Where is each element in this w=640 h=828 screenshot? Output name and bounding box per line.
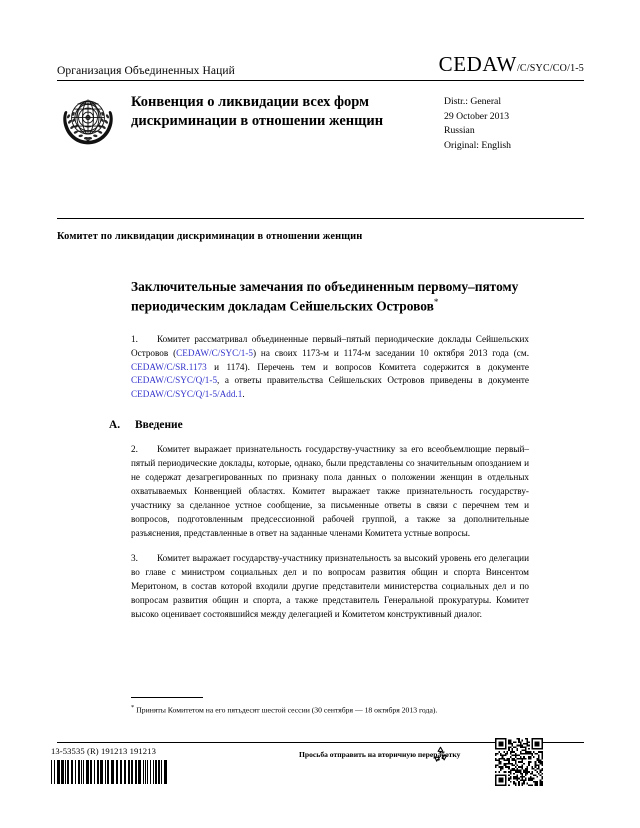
committee-name: Комитет по ликвидации дискриминации в отношении женщин: [57, 231, 363, 242]
document-reference-link[interactable]: CEDAW/C/SYC/1-5: [176, 347, 254, 358]
barcode: [51, 760, 167, 784]
document-reference-link[interactable]: CEDAW/C/SYC/Q/1-5/Add.1: [131, 389, 243, 400]
recycling-symbol-icon: [432, 745, 449, 762]
footnote: [131, 697, 471, 716]
footnote-rule: [131, 697, 203, 698]
document-reference-link[interactable]: CEDAW/C/SYC/Q/1-5: [131, 375, 218, 386]
qr-code: [495, 738, 543, 786]
document-content: [109, 277, 529, 633]
job-number: 13-53535 (R) 191213 191213: [51, 746, 157, 756]
footnote-text: [131, 703, 471, 716]
page-title: [131, 277, 529, 316]
distribution-date: 29 October 2013: [444, 110, 510, 122]
committee-rule: [57, 218, 584, 219]
convention-title: Конвенция о ликвидации всех форм дискриминации в отношении женщин: [131, 94, 384, 130]
un-emblem-icon: [57, 92, 119, 148]
page-title-text: Заключительные замечания по объединенным первому–пятому периодическим докладам Сейшельских Островов: [131, 279, 519, 314]
section-title: Введение: [135, 419, 183, 432]
paragraph-text: Комитет выражает признательность государству-участнику за его всеобъемлющие первый–пятый периодические доклады, которые, однако, были представлены со значительным опозданием и не содержат дезагрегированных по признаку пола данных о положении женщин в отдельных охватываемых Конвенцией областях. Комитет выражает также признательность государству-участнику за сделанное устное сообщение, за письменные ответы в связи с перечнем тем и вопросов, подготовленным предсессионной рабочей группой, а также за дополнительные разъяснения, представленные в ответ на заданные членами Комитета устные вопросы.: [131, 444, 529, 539]
paragraph-number: 1.: [131, 333, 138, 344]
document-language: Russian: [444, 125, 475, 137]
document-symbol-suffix: /C/SYC/CO/1-5: [516, 63, 584, 74]
masthead-top-row: [57, 52, 584, 80]
paragraph-1: [131, 333, 529, 403]
emblem-cell: [57, 90, 131, 148]
masthead-body-row: [57, 81, 584, 154]
section-letter: A.: [109, 419, 121, 432]
distribution-type: Distr.: General: [444, 96, 502, 107]
original-language: Original: English: [444, 140, 511, 152]
paragraph-number: 3.: [131, 553, 138, 564]
paragraph-3: [131, 552, 529, 622]
paragraph-text: Комитет рассматривал объединенные первый–пятый периодические доклады Сейшельских Островов (CEDAW/C/SYC/1-5) на своих 1173-м и 1174-м заседании 10 октября 2013 года (см. CEDAW/C/SR.1173 и 1174). Перечень тем и вопросов Комитета содержится в документе CEDAW/C/SYC/Q/1-5, а ответы правительства Сейшельских Островов приведены в документе CEDAW/C/SYC/Q/1-5/Add.1.: [131, 333, 529, 400]
document-symbol-main: CEDAW: [438, 52, 517, 76]
paragraph-number: 2.: [131, 444, 138, 455]
masthead: [57, 52, 584, 154]
footnote-body: Приняты Комитетом на его пятьдесят шестой сессии (30 сентября — 18 октября 2013 года).: [136, 705, 438, 715]
title-footnote-marker: *: [433, 297, 439, 308]
section-heading-a: [109, 419, 529, 432]
distribution-block: [444, 90, 584, 154]
document-reference-link[interactable]: CEDAW/C/SR.1173: [131, 361, 207, 372]
footnote-marker: *: [131, 704, 135, 711]
paragraph-text: Комитет выражает государству-участнику признательность за высокий уровень его делегации во главе с министром социальных дел и по вопросам развития общин и спорта Винсентом Меритоном, в состав которой входили другие представители министерства социальных дел и по вопросам развития общин и спорта, а также представитель Генеральной прокуратуры. Комитет высоко оценивает состоявшийся между делегацией и Комитетом конструктивный диалог.: [131, 553, 529, 620]
organization-name: Организация Объединенных Наций: [57, 65, 235, 77]
recycle-note: Просьба отправить на вторичную переработку: [299, 750, 461, 759]
paragraph-2: [131, 443, 529, 541]
document-symbol: [439, 52, 584, 77]
